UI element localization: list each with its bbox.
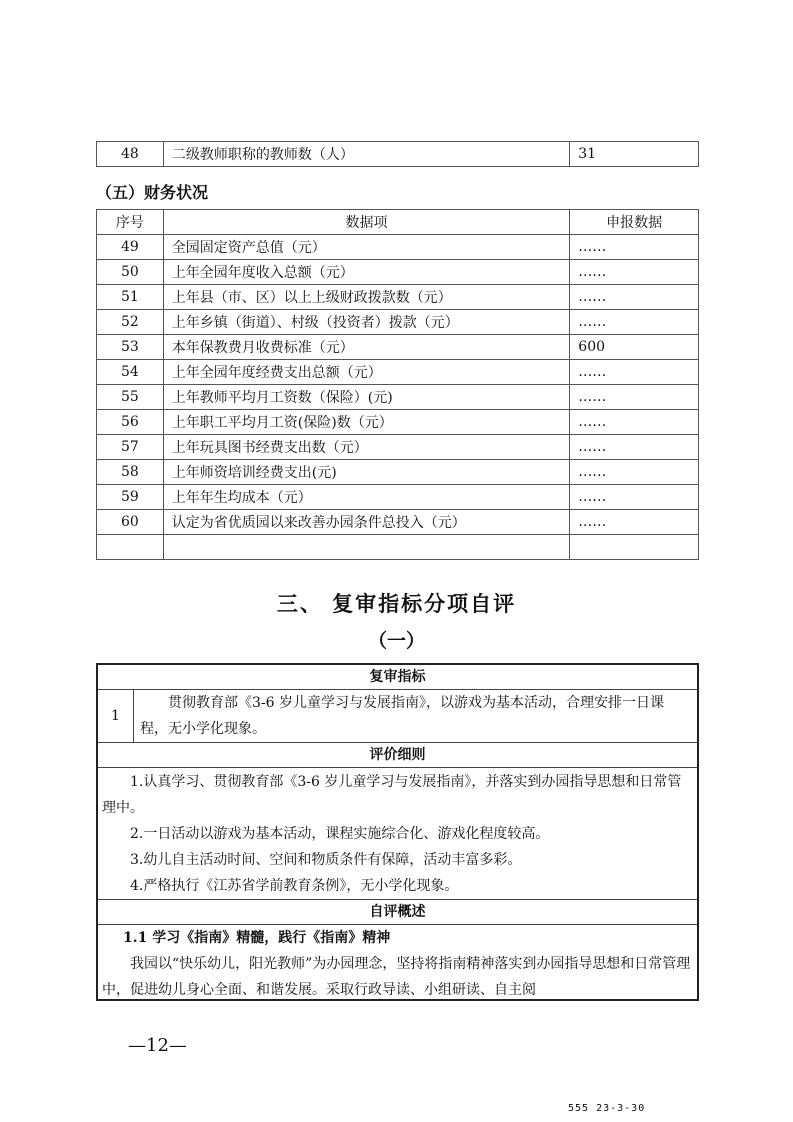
criteria-item: 4.严格执行《江苏省学前教育条例》，无小学化现象。 (130, 878, 459, 894)
row-number: 49 (97, 235, 164, 260)
row-number: 51 (97, 285, 164, 310)
row-value: …… (570, 285, 699, 310)
criteria-item: 3.幼儿自主活动时间、空间和物质条件有保障，活动丰富多彩。 (130, 852, 522, 868)
indicator-row (98, 690, 697, 743)
row-item: 上年全园年度经费支出总额（元） (163, 360, 569, 385)
row-value: …… (570, 310, 699, 335)
table-row (97, 485, 699, 510)
row-number: 53 (97, 335, 164, 360)
indicator-number: 1 (98, 690, 134, 742)
table-row (97, 142, 699, 167)
row-value: …… (570, 235, 699, 260)
table-row (97, 510, 699, 535)
row-item: 认定为省优质园以来改善办园条件总投入（元） (163, 510, 569, 535)
row-number: 59 (97, 485, 164, 510)
row-value: …… (570, 410, 699, 435)
print-stamp: 555 23-3-30 (568, 1103, 646, 1114)
criteria-item: 1.认真学习、贯彻教育部《3-6 岁儿童学习与发展指南》，并落实到办园指导思想和日常管理中。 (102, 774, 682, 816)
table-row (97, 310, 699, 335)
row-value: 31 (570, 142, 699, 167)
row-number: 55 (97, 385, 164, 410)
header-value: 申报数据 (570, 210, 699, 235)
row-item: 本年保教费月收费标准（元） (163, 335, 569, 360)
table-header-row (97, 210, 699, 235)
row-number: 56 (97, 410, 164, 435)
criteria-label: 评价细则 (98, 743, 697, 768)
table-row (97, 435, 699, 460)
table-row (97, 335, 699, 360)
row-value: 600 (570, 335, 699, 360)
row-item: 上年玩具图书经费支出数（元） (163, 435, 569, 460)
row-value: …… (570, 510, 699, 535)
row-number: 50 (97, 260, 164, 285)
row-value: …… (570, 385, 699, 410)
row-item: 全园固定资产总值（元） (163, 235, 569, 260)
empty-cell (570, 535, 699, 560)
empty-cell (97, 535, 164, 560)
row-number: 58 (97, 460, 164, 485)
row-item: 上年全园年度收入总额（元） (163, 260, 569, 285)
indicator-label: 复审指标 (98, 665, 697, 690)
finance-heading: （五）财务状况 (96, 183, 209, 202)
header-num: 序号 (97, 210, 164, 235)
review-table (96, 663, 699, 1001)
table-row (97, 460, 699, 485)
row-item: 上年师资培训经费支出(元) (163, 460, 569, 485)
section-subtitle: （一） (367, 630, 425, 652)
finance-table (96, 209, 699, 560)
table-row-empty (97, 535, 699, 560)
row-value: …… (570, 460, 699, 485)
table-row (97, 235, 699, 260)
finance-body (97, 235, 699, 560)
table-row (97, 385, 699, 410)
row-number: 57 (97, 435, 164, 460)
criteria-item: 2.一日活动以游戏为基本活动，课程实施综合化、游戏化程度较高。 (130, 826, 550, 842)
header-item: 数据项 (163, 210, 569, 235)
section-title: 三、 复审指标分项自评 (276, 592, 517, 616)
row-number: 60 (97, 510, 164, 535)
row-item: 上年职工平均月工资(保险)数（元） (163, 410, 569, 435)
table-row (97, 360, 699, 385)
row-number: 54 (97, 360, 164, 385)
row-item: 二级教师职称的教师数（人） (163, 142, 569, 167)
summary-label: 自评概述 (98, 899, 697, 925)
empty-cell (163, 535, 569, 560)
row-value: …… (570, 360, 699, 385)
table-row (97, 260, 699, 285)
row-item: 上年年生均成本（元） (163, 485, 569, 510)
table-row (97, 410, 699, 435)
criteria-list (98, 768, 697, 899)
row-value: …… (570, 260, 699, 285)
indicator-text: 贯彻教育部《3-6 岁儿童学习与发展指南》，以游戏为基本活动，合理安排一日课程，无小学化现象。 (140, 695, 664, 737)
teacher-count-row (96, 141, 699, 167)
page-number: —12— (128, 1035, 187, 1056)
row-item: 上年教师平均月工资数（保险）(元) (163, 385, 569, 410)
row-value: …… (570, 485, 699, 510)
row-item: 上年乡镇（街道）、村级（投资者）拨款（元） (163, 310, 569, 335)
table-row (97, 285, 699, 310)
row-value: …… (570, 435, 699, 460)
row-number: 52 (97, 310, 164, 335)
row-number: 48 (97, 142, 164, 167)
summary-heading: 1.1 学习《指南》精髓，践行《指南》精神 (123, 930, 391, 946)
row-item: 上年县（市、区）以上上级财政拨款数（元） (163, 285, 569, 310)
summary-text: 我园以“快乐幼儿，阳光教师”为办园理念，坚持将指南精神落实到办园指导思想和日常管理中，促进幼儿身心全面、和谐发展。采取行政导读、小组研读、自主阅 (102, 956, 691, 998)
